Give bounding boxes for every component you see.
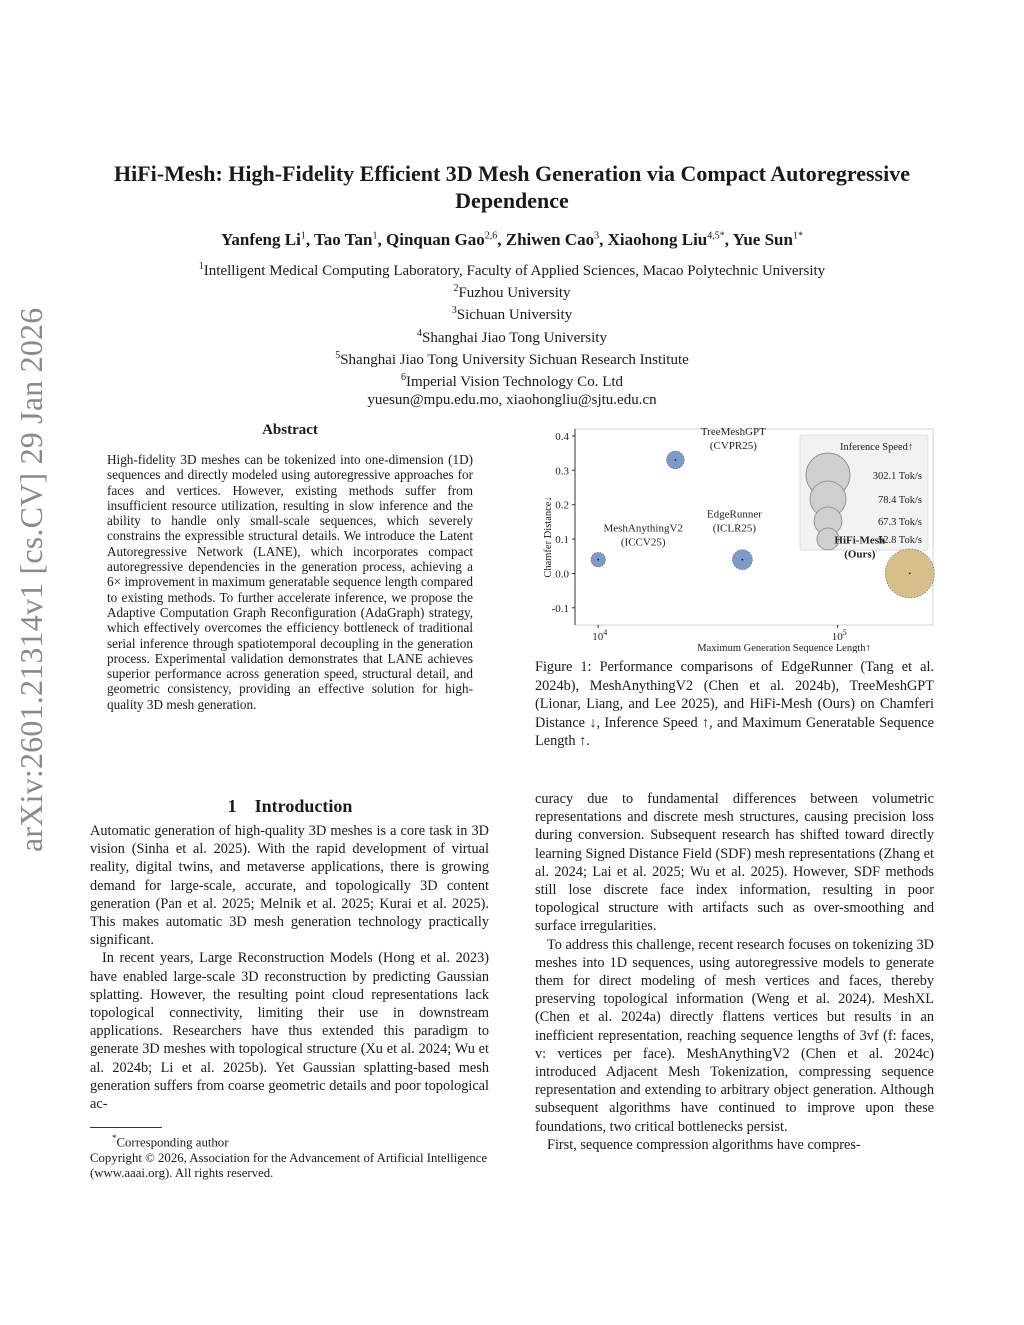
section-number: 1 (227, 796, 237, 816)
author: Xiaohong Liu$^{4,5*}$ (607, 230, 725, 249)
x-axis-label: Maximum Generation Sequence Length↑ (697, 643, 871, 653)
legend-label: 78.4 Tok/s (878, 495, 922, 506)
legend-label: 67.3 Tok/s (878, 517, 922, 528)
abstract-heading: Abstract (262, 422, 318, 438)
bubble-label: TreeMeshGPT (700, 425, 766, 438)
section-title: Introduction (254, 796, 353, 816)
data-point-marker (741, 559, 743, 561)
bubble-label: MeshAnythingV2 (603, 522, 683, 535)
paragraph: To address this challenge, recent research focuses on tokenizing 3D meshes into 1D sequences, using autoregressive models to generate them for direct modeling of mesh vertices and faces, thereby preserving topological information (Weng et al. 2024). MeshXL (Chen et al. 2024a) directly flattens vertices but results in an inefficient representation, reaching sequence lengths of 3vf (f: faces, v: vertices per face). MeshAnythingV2 (Chen et al. 2024c) introduced Adjacent Mesh Tokenization, compressing sequence representation and extending to arbitrary object generation. Although subsequent algorithms have continued to improve upon these foundations, two critical bottlenecks persist. (535, 936, 934, 1135)
paper-title: HiFi-Mesh: High-Fidelity Efficient 3D Mesh Generation via Compact Autoregressive Dependence (114, 161, 910, 213)
author-list: Yanfeng Li$^1$, Tao Tan$^1$, Qinquan Gao$^{2,6}$, Zhiwen Cao$^3$, Xiaohong Liu$^{4,5*}$, Yue Sun$^{1*}$ (221, 230, 803, 249)
y-tick-label: 0.1 (555, 534, 569, 547)
copyright-notice: Copyright © 2026, Association for the Advancement of Artificial Intelligence (www.aaai.org). All rights reserved. (90, 1150, 488, 1181)
legend-label: 52.8 Tok/s (878, 535, 922, 546)
right-column-text (535, 790, 934, 1154)
affiliation: $^4$Shanghai Jiao Tong University (417, 327, 607, 346)
bubble-chart-svg (535, 425, 935, 653)
y-tick-label: 0.0 (555, 568, 569, 581)
figure-caption: Figure 1: Performance comparisons of EdgeRunner (Tang et al. 2024b), MeshAnythingV2 (Chen et al. 2024b), TreeMeshGPT (Lionar, Liang, and Lee 2025), and HiFi-Mesh (Ours) on Chamferi Distance ↓, Inference Speed ↑, and Maximum Generatable Sequence Length ↑. (535, 659, 934, 750)
author: Zhiwen Cao$^3$ (505, 230, 600, 249)
abstract-body: High-fidelity 3D meshes can be tokenized into one-dimension (1D) sequences and directly modeled using autoregressive approaches for faces and vertices. However, existing methods suffer from insufficient resource utilization, resulting in slow inference and the ability to handle only small-scale sequences, which severely constrains the expressible structural details. We introduce the Latent Autoregressive Network (LANE), which incorporates compact autoregressive dependencies in the generation process, achieving a 6× improvement in maximum generatable sequence length compared to existing methods. To further accelerate inference, we propose the Adaptive Computation Graph Reconfiguration (AdaGraph) strategy, which effectively overcomes the efficiency bottleneck of traditional serial inference through spatiotemporal decoupling in the generation process. Experimental validation demonstrates that LANE achieves superior performance across generation speed, structural detail, and geometric consistency, providing an effective solution for high-quality 3D mesh generation. (107, 452, 473, 712)
corresponding-author-note: *Corresponding author (112, 1133, 229, 1150)
footnotes (90, 1131, 489, 1182)
x-tick-label: $10^4$ (592, 628, 608, 643)
legend-label: 302.1 Tok/s (872, 471, 922, 482)
author: Yanfeng Li$^1$ (221, 230, 306, 249)
bubble-label: HiFi-Mesh (834, 534, 886, 547)
y-tick-label: 0.2 (555, 499, 569, 512)
figure-1-chart (535, 425, 935, 658)
paragraph: Automatic generation of high-quality 3D meshes is a core task in 3D vision (Sinha et al. 2025). With the rapid development of virtual reality, digital twins, and metaverse applications, there is growing demand for large-scale, accurate, and topologically 3D content generation (Pan et al. 2025; Melnik et al. 2025; Kurai et al. 2025). This makes automatic 3D mesh generation technology practically significant. (90, 823, 489, 949)
bubble-sublabel: (CVPR25) (709, 439, 757, 452)
y-tick-label: 0.4 (555, 430, 569, 443)
author: Yue Sun$^{1*}$ (732, 230, 803, 249)
affiliations (100, 258, 924, 409)
bubble-sublabel: (ICLR25) (712, 522, 757, 535)
arxiv-side-banner: arXiv:2601.21314v1 [cs.CV] 29 Jan 2026 (13, 307, 49, 852)
legend-title: Inference Speed↑ (840, 442, 914, 453)
bubble-sublabel: (Ours) (844, 548, 876, 561)
author: Qinquan Gao$^{2,6}$ (386, 230, 498, 249)
paragraph: First, sequence compression algorithms have compres- (547, 1136, 861, 1153)
paragraph: In recent years, Large Reconstruction Models (Hong et al. 2023) have enabled large-scale 3D reconstruction by predicting Gaussian splatting. However, the resulting point cloud representations lack topological connectivity, limiting their use in downstream applications. Researchers have thus extended this paradigm to generate 3D meshes with topological structure (Xu et al. 2024; Wu et al. 2024b; Li et al. 2025b). Yet Gaussian splatting-based mesh generation suffers from coarse geometric details and poor topological ac- (90, 950, 489, 1113)
data-point-marker (674, 459, 676, 461)
section-heading (90, 796, 490, 817)
bubble-label: EdgeRunner (706, 508, 762, 521)
footnote-rule (90, 1127, 162, 1128)
data-point-marker (597, 559, 599, 561)
contact-emails: yuesun@mpu.edu.mo, xiaohongliu@sjtu.edu.cn (367, 392, 657, 409)
affiliation: $^3$Sichuan University (451, 305, 573, 324)
y-axis-label: Chamfer Distance↓ (543, 496, 554, 578)
paragraph: curacy due to fundamental differences between volumetric representations and discrete mesh structures, causing precision loss during conversion. Subsequent research has shifted toward directly learning Signed Distance Field (SDF) mesh representations (Zhang et al. 2024; Lai et al. 2025; Wu et al. 2025). However, SDF methods still lose discrete face index information, resulting in poor topological structure with artifacts such as over-smoothing and surface irregularities. (535, 791, 934, 935)
bubble-sublabel: (ICCV25) (620, 536, 666, 549)
data-point-marker (909, 573, 911, 575)
left-column-text (90, 822, 489, 1113)
x-tick-label: $10^5$ (831, 628, 847, 643)
y-tick-label: 0.3 (555, 465, 569, 478)
y-tick-label: -0.1 (551, 602, 569, 615)
author: Tao Tan$^1$ (314, 230, 378, 249)
affiliation: $^6$Imperial Vision Technology Co. Ltd (400, 372, 624, 391)
affiliation: $^5$Shanghai Jiao Tong University Sichuan Research Institute (335, 349, 689, 368)
affiliation: $^1$Intelligent Medical Computing Laboratory, Faculty of Applied Sciences, Macao Polytechnic University (198, 261, 826, 279)
affiliation: $^2$Fuzhou University (453, 283, 571, 302)
